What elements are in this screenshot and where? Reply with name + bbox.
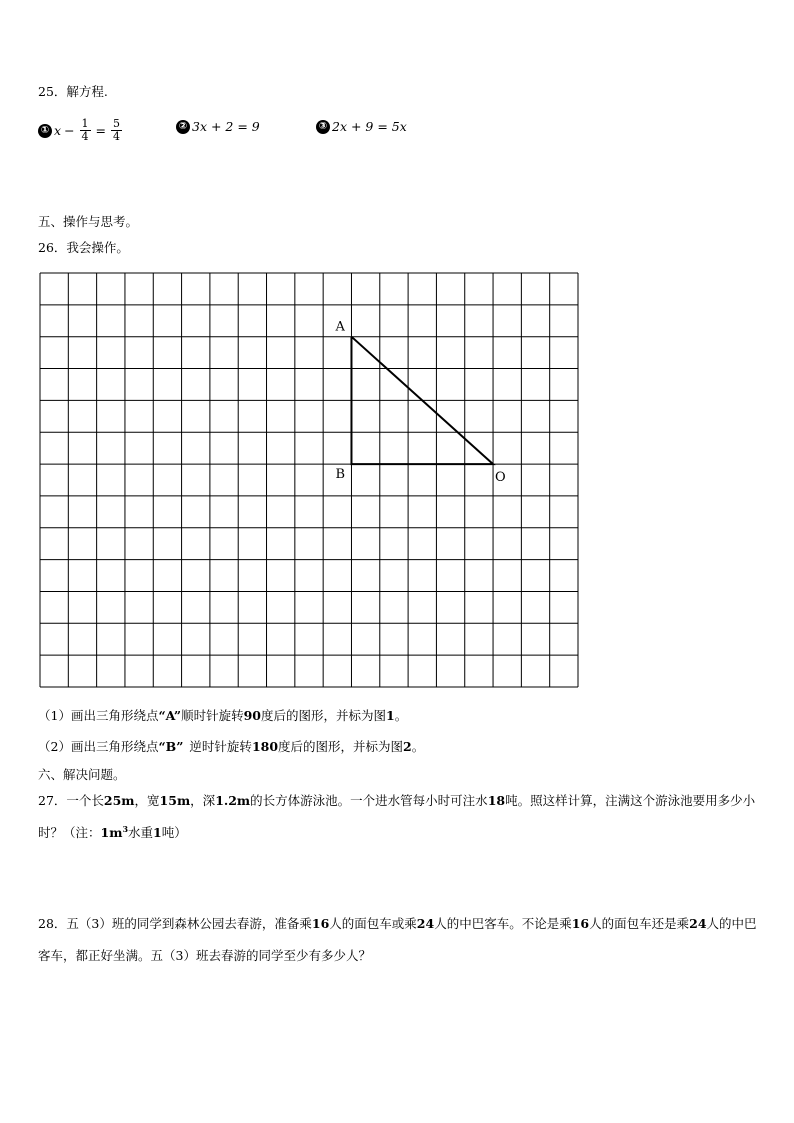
q27-rate: 18 <box>487 793 506 808</box>
task2-end: 。 <box>411 739 425 754</box>
eq1-minus: − <box>64 122 75 138</box>
q27-width: 15m <box>159 793 191 808</box>
eq1-frac1-numerator: 1 <box>81 117 89 130</box>
q27-depth: 1.2m <box>215 793 251 808</box>
q28-p5: 人的中巴客车，都正好坐满。五（3）班去春游的同学至少有多少人？ <box>38 916 757 963</box>
q25-title: 25．解方程. <box>38 84 108 99</box>
q28-p4: 人的面包车还是乘 <box>589 916 690 931</box>
section-6-heading: 六、解决问题。 <box>38 767 126 782</box>
eq1-frac2-numerator: 5 <box>113 117 121 130</box>
q28-n1: 16 <box>311 916 330 931</box>
q27-p6: 水重 <box>128 825 154 840</box>
task1-mid: 顺时针旋转 <box>181 708 244 723</box>
q27-unit-text: 1m <box>100 825 123 840</box>
eq1-frac1-denominator: 4 <box>81 130 89 143</box>
task1-angle: 90 <box>243 708 261 723</box>
task2-point: “B” <box>158 739 184 754</box>
q27-p5: 吨。照这样计算，注满这个游泳池要用多少小时？（注： <box>38 793 756 840</box>
task2-mid: 逆时针旋转 <box>189 739 252 754</box>
task1-end: 。 <box>394 708 408 723</box>
label-a: A <box>335 319 345 335</box>
task-2 <box>38 739 424 755</box>
eq1-variable: x <box>54 122 62 138</box>
q28-p3: 人的中巴客车。不论是乘 <box>434 916 572 931</box>
q28-p2: 人的面包车或乘 <box>329 916 417 931</box>
q27-p2: ，宽 <box>134 793 160 808</box>
q27-p7: 吨） <box>161 825 187 840</box>
task1-fig: 1 <box>386 708 395 723</box>
eq2-text: 3x + 2 = 9 <box>192 119 260 134</box>
eq1-equals: = <box>95 122 107 138</box>
circled-number-2: ② <box>176 120 190 134</box>
q27-unit: $1m^3$ <box>100 823 129 840</box>
label-o: O <box>495 470 506 486</box>
label-b: B <box>335 467 346 483</box>
task1-pre: （1）画出三角形绕点 <box>38 708 159 723</box>
q28-n2: 24 <box>416 916 435 931</box>
q27-p3: ，深 <box>190 793 216 808</box>
circled-number-1: ① <box>38 124 52 138</box>
q28-p1: 28．五（3）班的同学到森林公园去春游，准备乘 <box>38 916 312 931</box>
q28-n4: 24 <box>689 916 707 931</box>
q27-length: 25m <box>103 793 135 808</box>
eq1-frac2-denominator: 4 <box>113 130 121 143</box>
q28-n3: 16 <box>571 916 590 931</box>
q28-text <box>38 908 758 972</box>
q27-p1: 27．一个长 <box>38 793 104 808</box>
task2-pre: （2）画出三角形绕点 <box>38 739 159 754</box>
task2-post: 度后的图形，并标为图 <box>278 739 404 754</box>
q27-text <box>38 785 758 849</box>
task2-fig: 2 <box>403 739 412 754</box>
q27-p4: 的长方体游泳池。一个进水管每小时可注水 <box>250 793 488 808</box>
task-1 <box>38 708 407 724</box>
q27-ton: 1 <box>153 825 162 840</box>
eq3-text: 2x + 9 = 5x <box>332 119 407 134</box>
q26-title: 26．我会操作。 <box>38 240 129 255</box>
circled-number-3: ③ <box>316 120 330 134</box>
task1-point: “A” <box>158 708 182 723</box>
section-5-heading: 五、操作与思考。 <box>38 214 139 229</box>
task2-angle: 180 <box>251 739 279 754</box>
task1-post: 度后的图形，并标为图 <box>261 708 387 723</box>
